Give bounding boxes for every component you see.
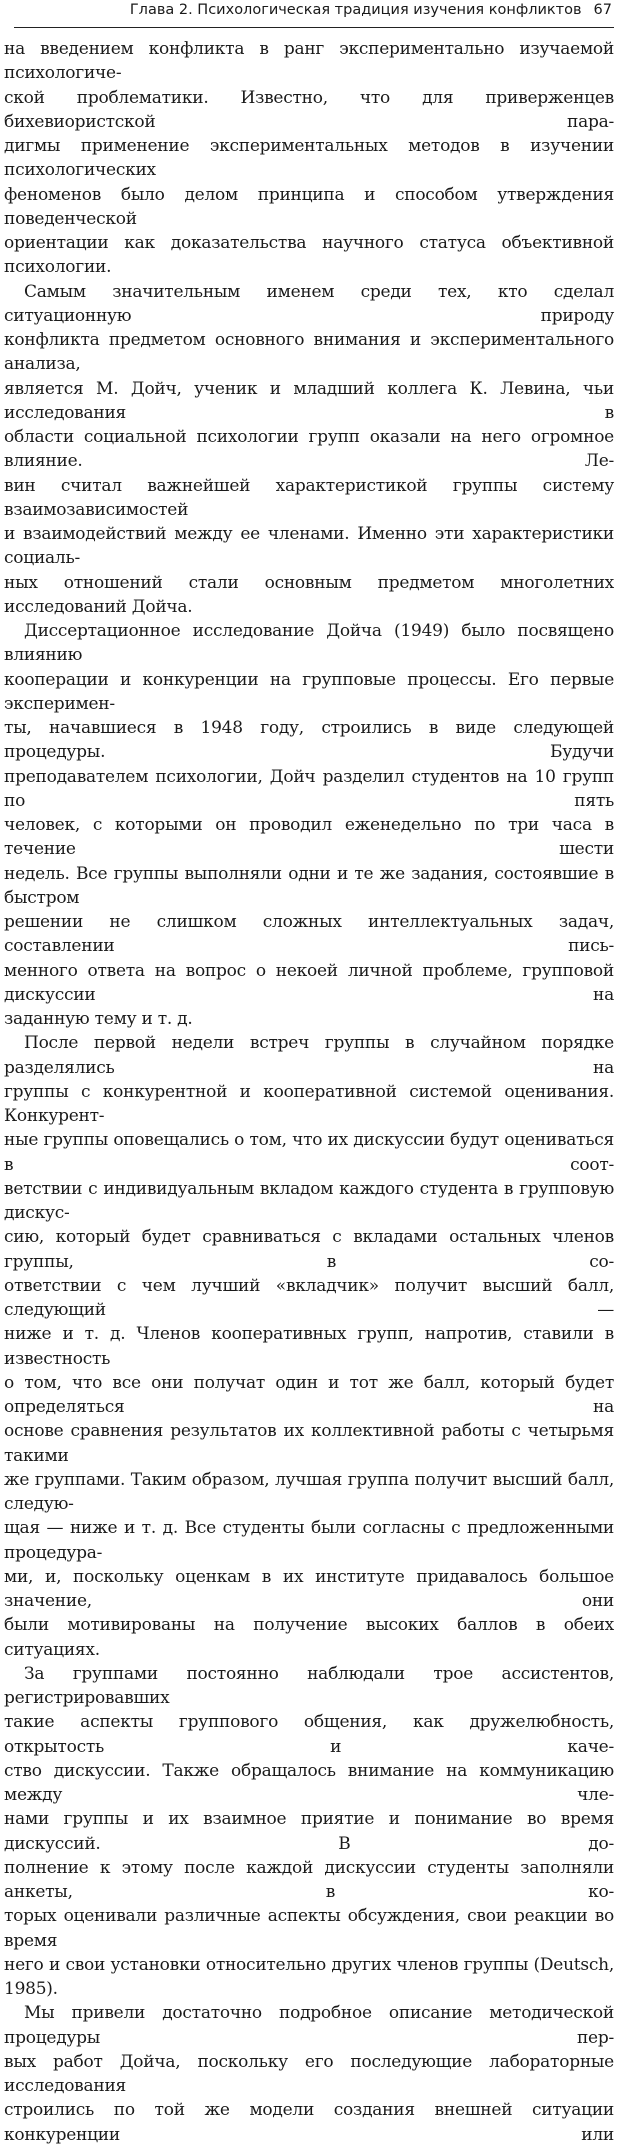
chapter-title: Глава 2. Психологическая традиция изучения конфликтов <box>129 2 582 18</box>
paragraph-5-line-5: полнение к этому после каждой дискуссии студенты заполняли анкеты, в ко- <box>4 1857 614 1902</box>
paragraph-5-line-1: За группами постоянно наблюдали трое ассистентов, регистрировавших <box>4 1663 614 1708</box>
paragraph-2-line-4: области социальной психологии групп оказали на него огромное влияние. Ле- <box>4 427 614 472</box>
paragraph-5-line-7: него и свои установки относительно других членов группы (Deutsch, 1985). <box>4 1954 614 1999</box>
header-rule <box>14 27 614 28</box>
paragraph-4-line-3: ные группы оповещались о том, что их дискуссии будут оцениваться в соот- <box>4 1130 614 1175</box>
paragraph-3-line-7: решении не слишком сложных интеллектуальных задач, составлении пись- <box>4 912 614 957</box>
paragraph-3-line-2: кооперации и конкуренции на групповые процессы. Его первые эксперимен- <box>4 669 614 714</box>
paragraph-3-line-1: Диссертационное исследование Дойча (1949) было посвящено влиянию <box>4 621 614 666</box>
paragraph-5-line-6: торых оценивали различные аспекты обсуждения, свои реакции во время <box>4 1906 614 1951</box>
paragraph-4-line-6: ответствии с чем лучший «вкладчик» получит высший балл, следующий — <box>4 1275 614 1320</box>
paragraph-2-line-7: ных отношений стали основным предметом многолетних исследований Дойча. <box>4 572 614 617</box>
paragraph-2-line-2: конфликта предметом основного внимания и экспериментального анализа, <box>4 330 614 375</box>
paragraph-4-line-1: После первой недели встреч группы в случайном порядке разделялись на <box>4 1033 614 1078</box>
paragraph-2-line-6: и взаимодействий между ее членами. Именно эти характеристики социаль- <box>4 524 614 569</box>
paragraph-4-line-9: основе сравнения результатов их коллективной работы с четырьмя такими <box>4 1421 614 1466</box>
paragraph-3-line-6: недель. Все группы выполняли одни и те же задания, состоявшие в быстром <box>4 863 614 908</box>
paragraph-1-line-3: дигмы применение экспериментальных методов в изучении психологических <box>4 136 614 181</box>
running-head <box>130 0 612 28</box>
paragraph-4-line-4: ветствии с индивидуальным вкладом каждого студента в групповую дискус- <box>4 1178 614 1223</box>
paragraph-6-line-3: строились по той же модели создания внешней ситуации конкуренции или <box>4 2100 614 2145</box>
paragraph-4-line-13: были мотивированы на получение высоких баллов в обеих ситуациях. <box>4 1615 614 1660</box>
page-number: 67 <box>593 2 612 18</box>
paragraph-2-line-3: является М. Дойч, ученик и младший коллега К. Левина, чьи исследования в <box>4 378 614 423</box>
paragraph-1-line-1: на введением конфликта в ранг экспериментально изучаемой психологиче- <box>4 39 614 84</box>
paragraph-1-line-4: феноменов было делом принципа и способом утверждения поведенческой <box>4 184 614 229</box>
paragraph-5-line-4: нами группы и их взаимное приятие и понимание во время дискуссий. В до- <box>4 1809 614 1854</box>
paragraph-6-line-1: Мы привели достаточно подробное описание методической процедуры пер- <box>4 2003 614 2048</box>
paragraph-2-line-5: вин считал важнейшей характеристикой группы систему взаимозависимостей <box>4 475 614 520</box>
paragraph-3-line-3: ты, начавшиеся в 1948 году, строились в виде следующей процедуры. Будучи <box>4 718 614 763</box>
paragraph-6-line-2: вых работ Дойча, поскольку его последующие лабораторные исследования <box>4 2051 614 2096</box>
paragraph-3-line-4: преподавателем психологии, Дойч разделил студентов на 10 групп по пять <box>4 766 614 811</box>
paragraph-1-line-2: ской проблематики. Известно, что для приверженцев бихевиористской пара- <box>4 87 614 132</box>
paragraph-3-line-5: человек, с которыми он проводил еженедельно по три часа в течение шести <box>4 815 614 860</box>
paragraph-3-line-9: заданную тему и т. д. <box>4 1009 193 1029</box>
paragraph-4-line-8: о том, что все они получат один и тот же балл, который будет определяться на <box>4 1372 614 1417</box>
paragraph-5-line-3: ство дискуссии. Также обращалось внимание на коммуникацию между чле- <box>4 1760 614 1805</box>
paragraph-4-line-12: ми, и, поскольку оценкам в их институте придавалось большое значение, они <box>4 1566 614 1611</box>
paragraph-1-line-5: ориентации как доказательства научного статуса объективной психологии. <box>4 233 614 278</box>
paragraph-4-line-2: группы с конкурентной и кооперативной системой оценивания. Конкурент- <box>4 1081 614 1126</box>
paragraph-3-line-8: менного ответа на вопрос о некоей личной проблеме, групповой дискуссии на <box>4 960 614 1005</box>
paragraph-2-line-1: Самым значительным именем среди тех, кто сделал ситуационную природу <box>4 281 614 326</box>
body-text <box>4 37 614 2147</box>
paragraph-4-line-7: ниже и т. д. Членов кооперативных групп, напротив, ставили в известность <box>4 1324 614 1369</box>
paragraph-4-line-11: щая — ниже и т. д. Все студенты были согласны с предложенными процедура- <box>4 1518 614 1563</box>
paragraph-4-line-5: сию, который будет сравниваться с вкладами остальных членов группы, в со- <box>4 1227 614 1272</box>
paragraph-4-line-10: же группами. Таким образом, лучшая группа получит высший балл, следую- <box>4 1469 614 1514</box>
paragraph-5-line-2: такие аспекты группового общения, как дружелюбность, открытость и каче- <box>4 1712 614 1757</box>
